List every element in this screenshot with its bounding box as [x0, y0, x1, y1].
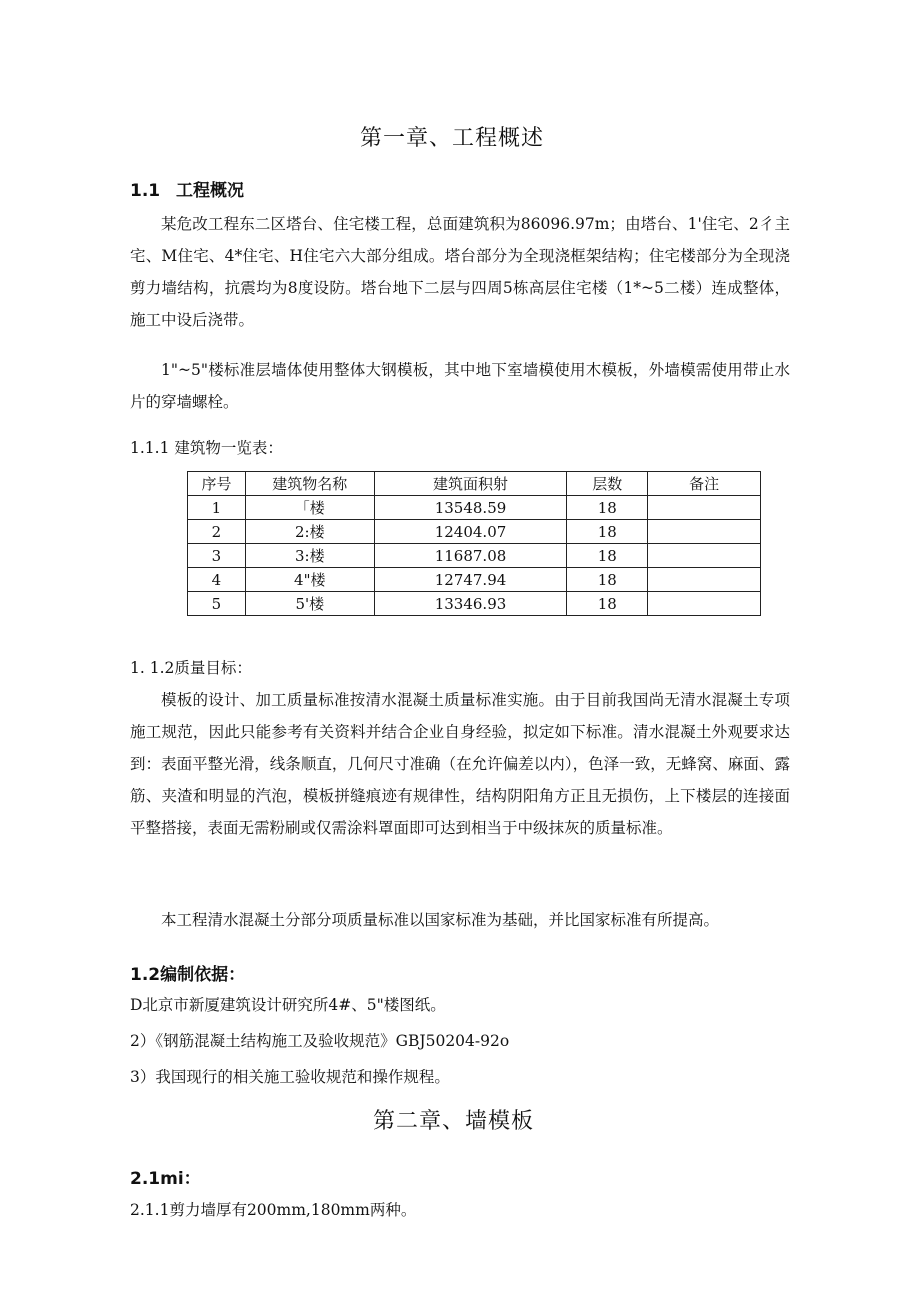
- table-row: [188, 544, 761, 568]
- column-header: 建筑面积射: [374, 472, 567, 496]
- table-cell: 12404.07: [374, 520, 567, 544]
- formwork-paragraph: 1"~5"楼标准层墙体使用整体大钢模板，其中地下室墙模使用木模板，外墙模需使用带止水片的穿墙螺栓。: [130, 361, 790, 411]
- section-2-1-heading: 2.1mi：: [130, 1169, 201, 1189]
- basis-item-1: D北京市新厦建筑设计研究所4#、5"楼图纸。: [130, 996, 446, 1014]
- building-list-heading: 1.1.1 建筑物一览表：: [130, 439, 283, 457]
- table-cell: 3: [188, 544, 246, 568]
- table-cell: 5: [188, 592, 246, 616]
- table-cell: 3:楼: [245, 544, 374, 568]
- table-cell: 13548.59: [374, 496, 567, 520]
- table-cell: 18: [567, 520, 648, 544]
- project-overview-paragraph: 某危改工程东二区塔台、住宅楼工程，总面建筑积为86096.97m；由塔台、1'住宅、2彳主宅、M住宅、4*住宅、H住宅六大部分组成。塔台部分为全现浇框架结构；住宅楼部分为全现浇剪力墙结构，抗震均为8度设防。塔台地下二层与四周5栋高层住宅楼（1*~5二楼）连成整体，施工中设后浇带。: [130, 215, 790, 329]
- table-cell: 「楼: [245, 496, 374, 520]
- table-cell: 11687.08: [374, 544, 567, 568]
- table-row: [188, 568, 761, 592]
- table-cell: 2: [188, 520, 246, 544]
- table-cell: 1: [188, 496, 246, 520]
- chapter-2-title: 第二章、墙模板: [373, 1109, 535, 1134]
- table-cell: 18: [567, 496, 648, 520]
- table-cell: [648, 568, 761, 592]
- table-cell: 13346.93: [374, 592, 567, 616]
- chapter-1-title: 第一章、工程概述: [360, 126, 545, 151]
- table-row: [188, 592, 761, 616]
- quality-target-heading: 1. 1.2质量目标：: [130, 659, 252, 677]
- table-cell: 4: [188, 568, 246, 592]
- column-header: 备注: [648, 472, 761, 496]
- table-cell: [648, 496, 761, 520]
- table-cell: [648, 592, 761, 616]
- section-1-1-number: 1.1: [130, 181, 161, 201]
- table-cell: [648, 544, 761, 568]
- table-cell: 2:楼: [245, 520, 374, 544]
- section-1-1-title: 工程概况: [176, 181, 245, 201]
- table-cell: [648, 520, 761, 544]
- building-table: [187, 471, 761, 616]
- column-header: 序号: [188, 472, 246, 496]
- section-1-2-heading: 1.2编制依据：: [130, 965, 246, 985]
- table-cell: 18: [567, 568, 648, 592]
- table-cell: 4"楼: [245, 568, 374, 592]
- column-header: 建筑物名称: [245, 472, 374, 496]
- table-cell: 5'楼: [245, 592, 374, 616]
- table-cell: 12747.94: [374, 568, 567, 592]
- quality-basis-paragraph: 本工程清水混凝土分部分项质量标准以国家标准为基础，并比国家标准有所提高。: [161, 911, 720, 929]
- basis-item-2: 2）《钢筋混凝土结构施工及验收规范》GBJ50204-92o: [130, 1032, 510, 1050]
- quality-standard-paragraph: 模板的设计、加工质量标准按清水混凝土质量标准实施。由于目前我国尚无清水混凝土专项施工规范，因此只能参考有关资料并结合企业自身经验，拟定如下标准。清水混凝土外观要求达到：表面平整光滑，线条顺直，几何尺寸准确（在允许偏差以内），色泽一致，无蜂窝、麻面、露筋、夹渣和明显的汽泡，模板拼缝痕迹有规律性，结构阴阳角方正且无损伤，上下楼层的连接面平整搭接，表面无需粉刷或仅需涂料罩面即可达到相当于中级抹灰的质量标准。: [130, 691, 790, 837]
- table-cell: 18: [567, 592, 648, 616]
- shear-wall-item: 2.1.1剪力墙厚有200mm,180mm两种。: [130, 1201, 417, 1219]
- column-header: 层数: [567, 472, 648, 496]
- basis-item-3: 3）我国现行的相关施工验收规范和操作规程。: [130, 1068, 450, 1086]
- section-1-1-heading: [130, 176, 244, 201]
- table-cell: 18: [567, 544, 648, 568]
- table-row: [188, 496, 761, 520]
- table-header-row: [188, 472, 761, 496]
- table-row: [188, 520, 761, 544]
